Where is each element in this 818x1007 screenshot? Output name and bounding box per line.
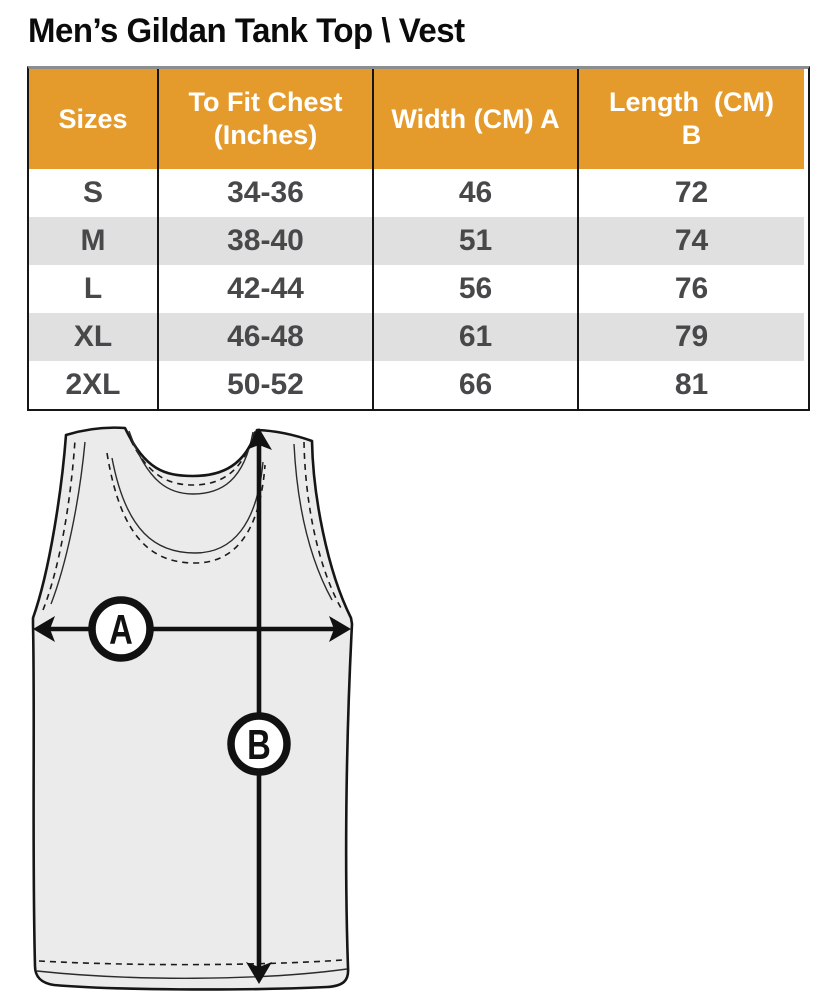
chest-cell: 34-36 [157, 169, 372, 217]
header-length-line2: B [681, 120, 702, 150]
table-row [29, 265, 808, 313]
width-cell: 61 [372, 313, 577, 361]
size-cell: L [29, 265, 157, 313]
length-cell: 72 [577, 169, 804, 217]
width-label: A [109, 606, 133, 653]
header-sizes-line1: Sizes [58, 103, 128, 134]
chest-cell: 38-40 [157, 217, 372, 265]
size-cell: XL [29, 313, 157, 361]
chest-cell: 50-52 [157, 361, 372, 409]
chest-cell: 46-48 [157, 313, 372, 361]
length-label-badge [231, 716, 287, 772]
length-cell: 79 [577, 313, 804, 361]
size-table-header-row [29, 69, 808, 169]
header-chest-line2: (Inches) [213, 120, 318, 150]
size-table [27, 66, 810, 411]
header-width [372, 69, 577, 169]
width-cell: 46 [372, 169, 577, 217]
header-chest [157, 69, 372, 169]
size-cell: M [29, 217, 157, 265]
size-cell: S [29, 169, 157, 217]
header-chest-line1: To Fit Chest [188, 87, 343, 117]
header-width-line1: Width (CM) A [391, 103, 560, 134]
width-cell: 51 [372, 217, 577, 265]
length-cell: 81 [577, 361, 804, 409]
table-row [29, 217, 808, 265]
header-sizes [29, 69, 157, 169]
table-row [29, 313, 808, 361]
length-label: B [247, 721, 271, 768]
chest-cell: 42-44 [157, 265, 372, 313]
page-title: Men’s Gildan Tank Top \ Vest [28, 12, 465, 50]
header-length [577, 69, 804, 169]
length-cell: 76 [577, 265, 804, 313]
width-cell: 66 [372, 361, 577, 409]
table-row [29, 169, 808, 217]
table-row [29, 361, 808, 409]
header-length-line1: Length (CM) [609, 87, 774, 117]
garment-outline [33, 428, 352, 990]
tank-top-diagram [0, 415, 818, 1007]
width-cell: 56 [372, 265, 577, 313]
width-label-badge [92, 600, 150, 658]
size-cell: 2XL [29, 361, 157, 409]
length-cell: 74 [577, 217, 804, 265]
